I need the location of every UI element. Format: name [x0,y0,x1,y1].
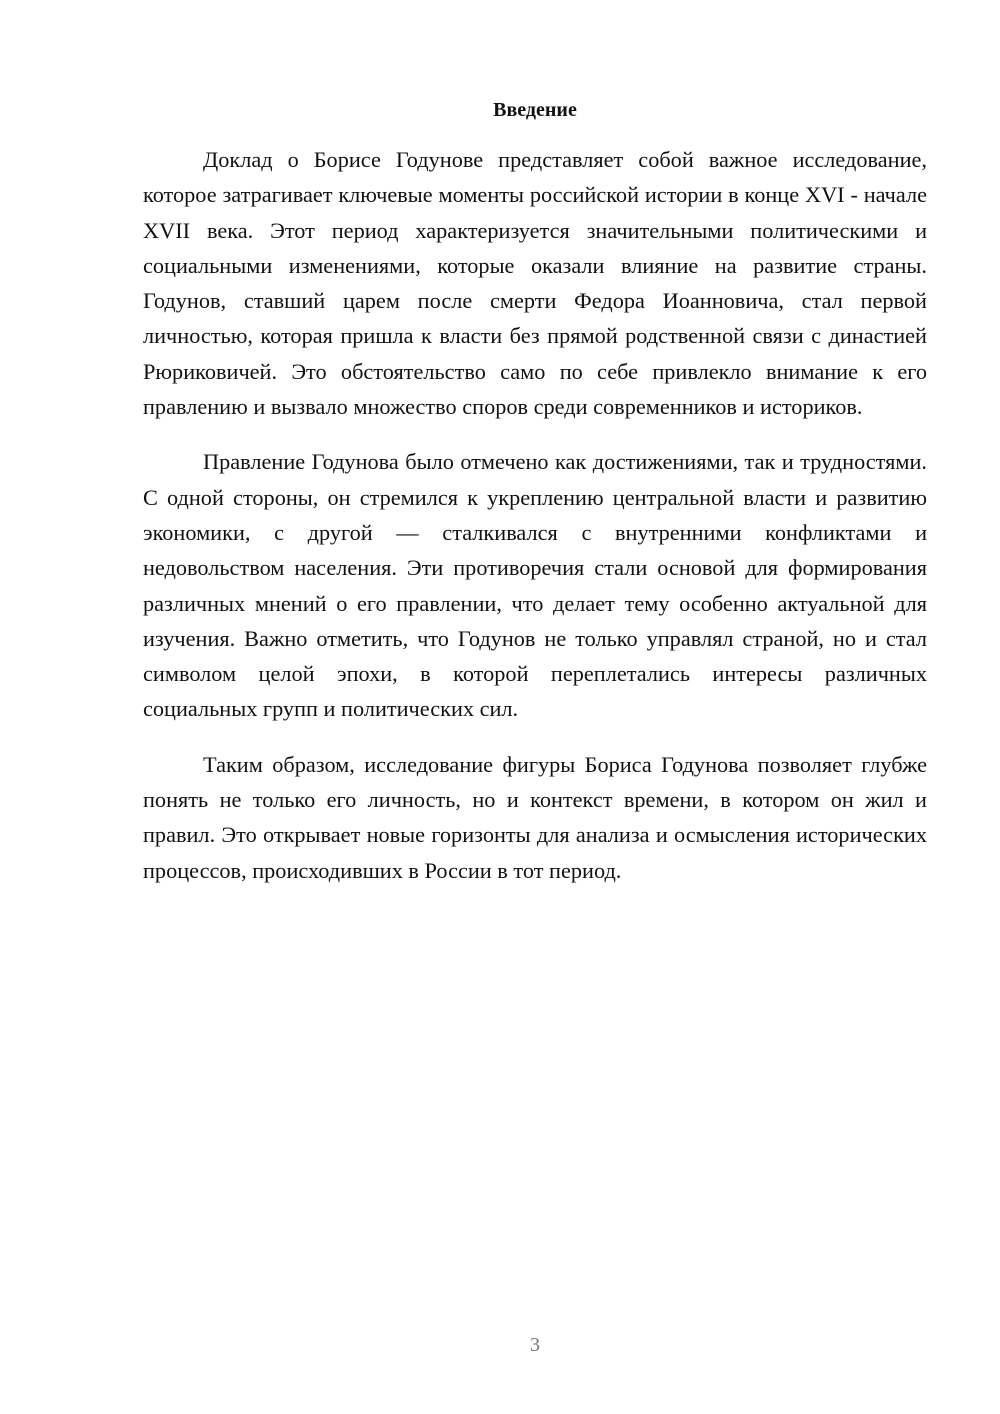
paragraph-3: Таким образом, исследование фигуры Бориса Годунова позволяет глубже понять не только его личность, но и контекст времени, в котором он жил и правил. Это открывает новые горизонты для анализа и осмысления исторических процессов, происходивших в России в тот период. [143,751,927,883]
paragraph-1: Доклад о Борисе Годунове представляет собой важное исследование, которое затрагивает ключевые моменты российской истории в конце XVI - начале XVII века. Этот период характеризуется значительными политическими и социальными изменениями, которые оказали влияние на развитие страны. Годунов, ставший царем после смерти Федора Иоанновича, стал первой личностью, которая пришла к власти без прямой родственной связи с династией Рюриковичей. Это обстоятельство само по себе привлекло внимание к его правлению и вызвало множество споров среди современников и историков. [143,147,927,420]
body-text [143,142,927,908]
section-title: Введение [493,99,577,121]
page-number: 3 [530,1334,540,1356]
paragraph-2: Правление Годунова было отмечено как достижениями, так и трудностями. С одной стороны, он стремился к укреплению центральной власти и развитию экономики, с другой — сталкивался с внутренними конфликтами и недовольством населения. Эти противоречия стали основой для формирования различных мнений о его правлении, что делает тему особенно актуальной для изучения. Важно отметить, что Годунов не только управлял страной, но и стал символом целой эпохи, в которой переплетались интересы различных социальных групп и политических сил. [143,449,927,722]
